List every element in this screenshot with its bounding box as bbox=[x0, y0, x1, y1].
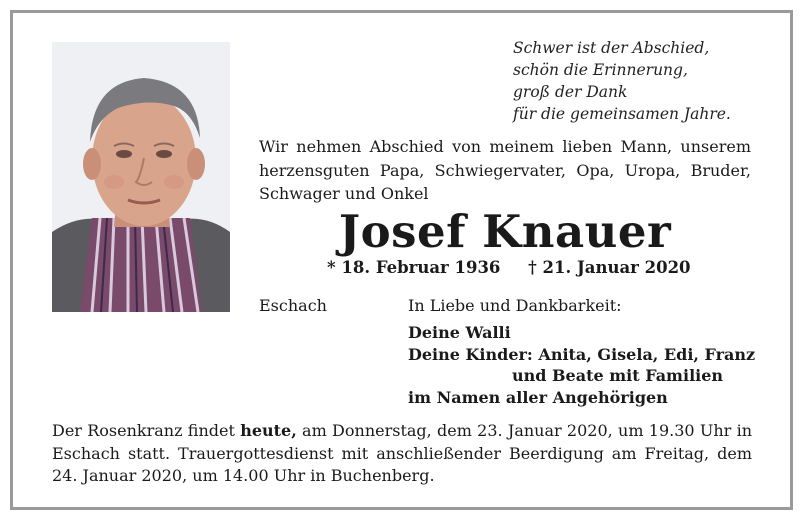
intro-text: Wir nehmen Abschied von meinem lieben Mann, unserem herzensguten Papa, Schwiegervater, Opa, Uropa, Bruder, Schwager und Onkel bbox=[259, 137, 751, 203]
portrait-image bbox=[52, 42, 230, 312]
quote-line: groß der Dank bbox=[513, 83, 628, 101]
service-text-bold: heute, bbox=[240, 421, 297, 440]
family-line: im Namen aller Angehörigen bbox=[408, 387, 668, 407]
memorial-quote bbox=[513, 37, 731, 125]
quote-line: Schwer ist der Abschied, bbox=[513, 39, 710, 57]
service-text-after: am Donnerstag, dem 23. Januar 2020, um 19.30 Uhr in Eschach statt. Trauergottesdienst mit anschließender Beerdigung am Freitag, dem 24. Januar 2020, um 14.00 Uhr in Buchenberg. bbox=[52, 421, 752, 485]
service-text-before: Der Rosenkranz findet bbox=[52, 421, 241, 440]
life-dates bbox=[327, 258, 691, 277]
quote-line: schön die Erinnerung, bbox=[513, 61, 688, 79]
thanks-line: In Liebe und Dankbarkeit: bbox=[408, 296, 622, 315]
family-line: Deine Walli bbox=[408, 323, 511, 342]
death-date: † 21. Januar 2020 bbox=[528, 258, 691, 277]
family-list bbox=[408, 322, 755, 408]
place-name: Eschach bbox=[259, 296, 327, 315]
family-line: Deine Kinder: Anita, Gisela, Edi, Franz bbox=[408, 344, 756, 364]
quote-line: für die gemeinsamen Jahre. bbox=[513, 105, 731, 123]
service-details bbox=[52, 420, 752, 488]
birth-date: * 18. Februar 1936 bbox=[327, 258, 501, 277]
family-line: und Beate mit Familien bbox=[512, 366, 724, 385]
deceased-name: Josef Knauer bbox=[338, 205, 672, 258]
portrait-photo bbox=[52, 42, 230, 312]
